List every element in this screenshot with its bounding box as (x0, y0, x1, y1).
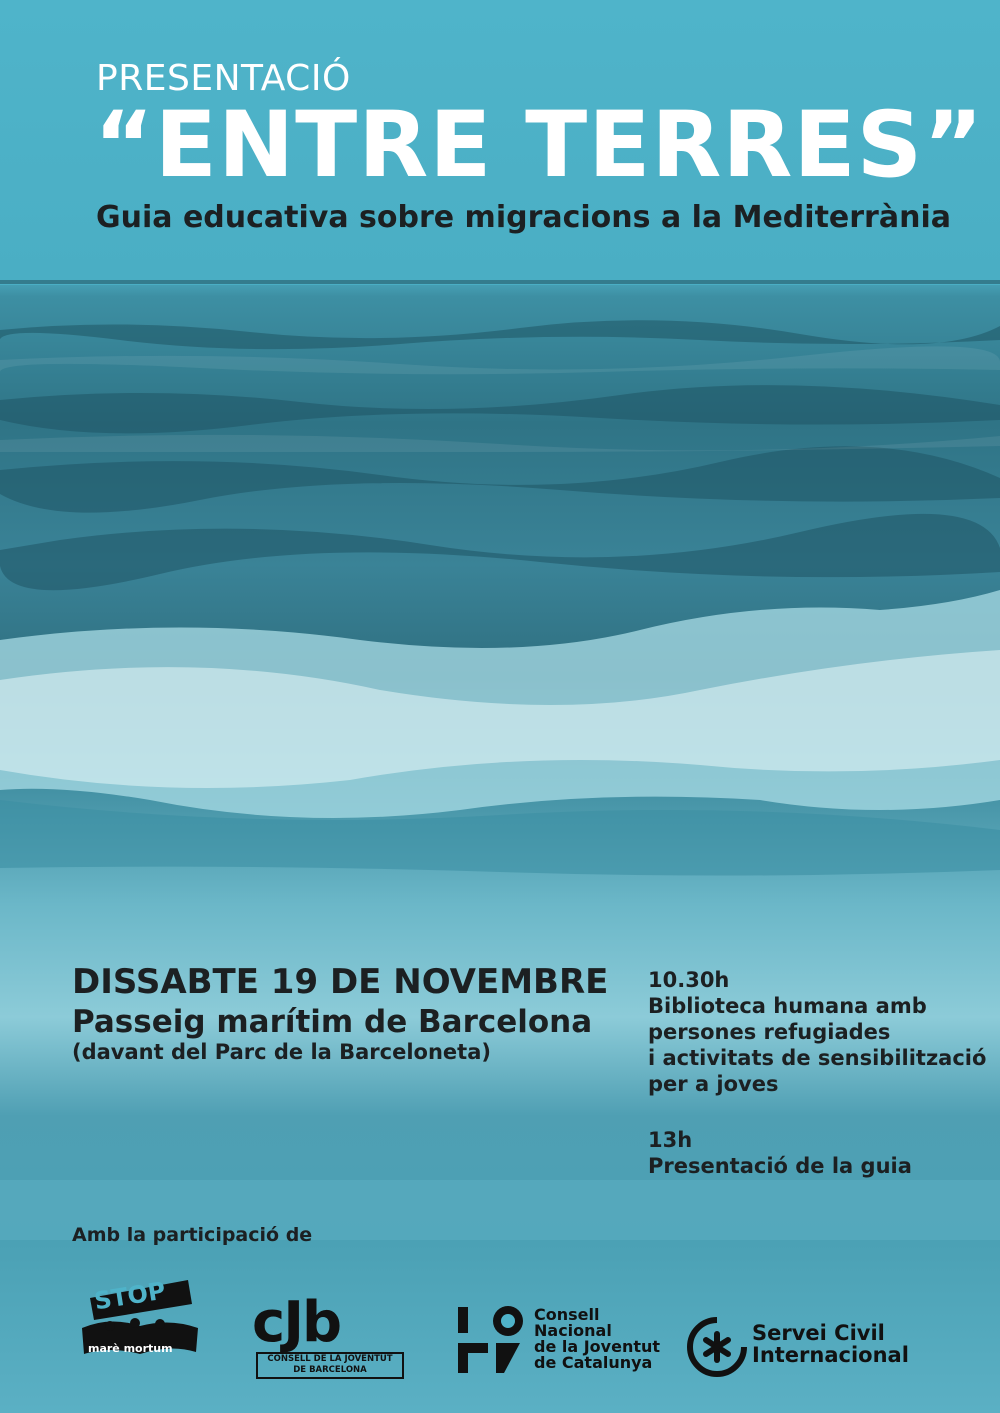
cnjc-logo (458, 1305, 661, 1377)
schedule-line: i activitats de sensibilització (648, 1046, 987, 1070)
schedule-line: persones refugiades (648, 1020, 891, 1044)
schedule-time-2: 13h (648, 1128, 693, 1152)
sci-logo-text-line: Servei Civil (752, 1321, 885, 1345)
cjb-logo-mark: cJb (252, 1290, 341, 1355)
stop-logo-text: STOP (92, 1276, 168, 1316)
schedule-line: Biblioteca humana amb (648, 994, 927, 1018)
cnjc-logo-text-line: de Catalunya (534, 1353, 653, 1372)
event-date: DISSABTE 19 DE NOVEMBRE (72, 962, 609, 1002)
event-place: Passeig marítim de Barcelona (72, 1004, 593, 1040)
event-place-note: (davant del Parc de la Barceloneta) (72, 1040, 491, 1064)
cjb-logo-text-line: DE BARCELONA (293, 1365, 367, 1375)
cnjc-logo-text-line: de la Joventut (534, 1337, 661, 1356)
cjb-logo (252, 1290, 404, 1380)
cnjc-icon (458, 1305, 528, 1377)
cnjc-logo-text-line: Nacional (534, 1321, 612, 1340)
event-title: “ENTRE TERRES” (94, 93, 985, 198)
event-subtitle: Guia educativa sobre migracions a la Mediterrània (96, 200, 951, 235)
schedule-line: per a joves (648, 1072, 779, 1096)
schedule-time-1: 10.30h (648, 968, 730, 992)
sci-asterisk-icon (686, 1316, 748, 1378)
sci-logo-text-line: Internacional (752, 1343, 909, 1367)
participation-label: Amb la participació de (72, 1224, 313, 1246)
mare-mortum-logo-text: marè mortum (88, 1342, 173, 1355)
cnjc-logo-text-line: Consell (534, 1305, 600, 1324)
schedule-line: Presentació de la guia (648, 1154, 912, 1178)
stop-mare-mortum-logo (80, 1268, 200, 1368)
cjb-logo-text-line: CONSELL DE LA JOVENTUT (267, 1354, 393, 1364)
event-type: PRESENTACIÓ (96, 58, 351, 99)
sci-logo (686, 1316, 926, 1380)
